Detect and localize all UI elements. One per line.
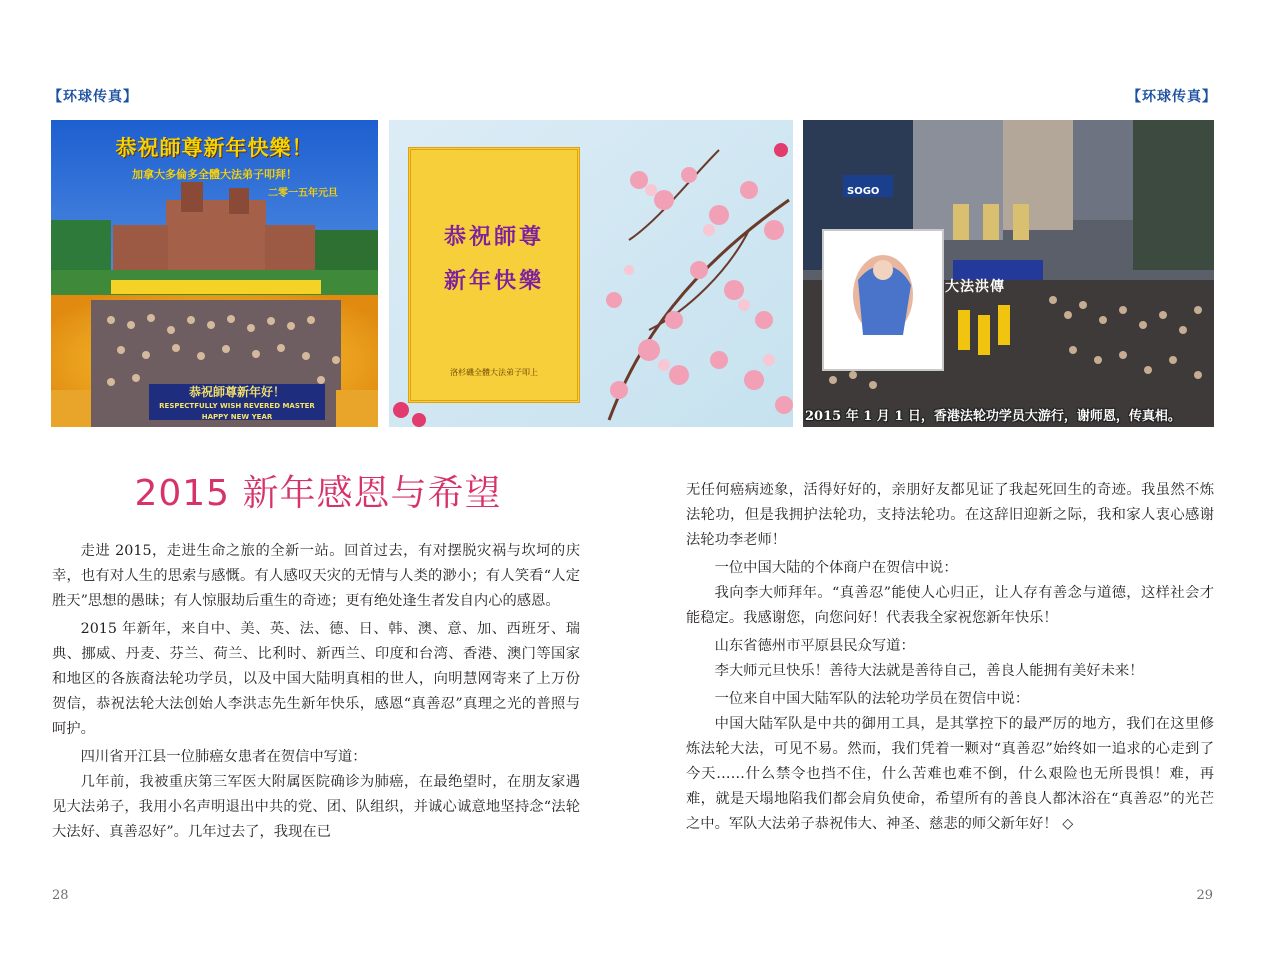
toronto-photo-title: 恭祝師尊新年快樂！ [115, 135, 314, 160]
right-paragraph-5: 李大师元旦快乐！善待大法就是善待自己，善良人能拥有美好未来！ [714, 663, 1144, 679]
left-paragraph-2: 2015 年新年，来自中、美、英、法、德、日、韩、澳、意、加、西班牙、瑞典、挪威、丹麦、芬兰、荷兰、比利时、新西兰、印度和台湾、香港、澳门等国家和地区的各族裔法轮功学员，以及中国大陆明真相的世人，向明慧网寄来了上万份贺信，恭祝法轮大法创始人李洪志先生新年快乐，感恩“真善忍”真理之光的普照与呵护。 [52, 621, 580, 737]
greeting-card-line1: 恭祝師尊 [443, 224, 544, 250]
parade-art [803, 120, 1214, 427]
greeting-card-signature: 洛杉磯全體大法弟子叩上 [450, 368, 538, 377]
toronto-photo-subtitle: 加拿大多倫多全體大法弟子叩拜！ [132, 168, 297, 181]
toronto-banner-chinese: 恭祝師尊新年好！ [188, 385, 285, 399]
greeting-card [408, 147, 580, 403]
hongkong-parade-photo [803, 120, 1214, 427]
toronto-photo-date: 二零一五年元旦 [268, 188, 338, 199]
parade-photo-caption: 2015 年 1 月 1 日，香港法轮功学员大游行，谢师恩，传真相。 [805, 409, 1181, 424]
greeting-card-photo [389, 120, 793, 427]
store-sign: SOGO [847, 186, 880, 197]
section-tag-right: 【环球传真】 [1127, 89, 1217, 105]
toronto-banner [149, 384, 325, 420]
right-paragraph-3: 我向李大师拜年。“真善忍”能使人心归正，让人存有善念与道德，这样社会才能稳定。我感谢您，向您问好！代表我全家祝您新年快乐！ [686, 585, 1214, 626]
left-paragraph-1: 走进 2015，走进生命之旅的全新一站。回首过去，有对摆脱灾祸与坎坷的庆幸，也有对人生的思索与感慨。有人感叹天灾的无情与人类的渺小；有人笑看“人定胜天”思想的愚昧；有人惊服劫后重生的奇迹；更有绝处逢生者发自内心的感恩。 [52, 543, 580, 609]
left-paragraph-4: 几年前，我被重庆第三军医大附属医院确诊为肺癌，在最绝望时，在朋友家遇见大法弟子，我用小名声明退出中共的党、团、队组织，并诚心诚意地坚持念“法轮大法好、真善忍好”。几年过去了，我现在已 [52, 774, 580, 840]
toronto-banner-english: RESPECTFULLY WISH REVERED MASTER HAPPY NEW YEAR [159, 402, 315, 421]
toronto-group-photo [51, 120, 378, 427]
right-paragraph-2: 一位中国大陆的个体商户在贺信中说： [714, 560, 958, 576]
article-left-column [52, 539, 580, 845]
right-paragraph-7: 中国大陆军队是中共的御用工具，是其掌控下的最严厉的地方，我们在这里修炼法轮大法，可见不易。然而，我们凭着一颗对“真善忍”始终如一追求的心走到了今天……什么禁令也挡不住，什么苦难也难不倒，什么艰险也无所畏惧！难，再难，就是天塌地陷我们都会肩负使命，希望所有的善良人都沐浴在“真善忍”的光芒之中。军队大法弟子恭祝伟大、神圣、慈悲的师父新年好！ ◇ [686, 716, 1214, 832]
right-paragraph-1: 无任何癌病迹象，活得好好的，亲朋好友都见证了我起死回生的奇迹。我虽然不炼法轮功，但是我拥护法轮功，支持法轮功。在这辞旧迎新之际，我和家人衷心感谢法轮功李老师！ [686, 482, 1214, 548]
left-paragraph-3: 四川省开江县一位肺癌女患者在贺信中写道： [80, 749, 367, 765]
right-paragraph-4: 山东省德州市平原县民众写道： [714, 638, 915, 654]
article-title: 2015 新年感恩与希望 [134, 473, 502, 514]
section-tag-left: 【环球传真】 [48, 89, 138, 105]
greeting-card-line2: 新年快樂 [443, 268, 544, 294]
page-number-right: 29 [1196, 888, 1213, 903]
article-right-column [686, 478, 1214, 837]
page-number-left: 28 [52, 888, 69, 903]
right-paragraph-6: 一位来自中国大陆军队的法轮功学员在贺信中说： [714, 691, 1030, 707]
parade-banner-text: 大法洪傳 [945, 279, 1005, 295]
